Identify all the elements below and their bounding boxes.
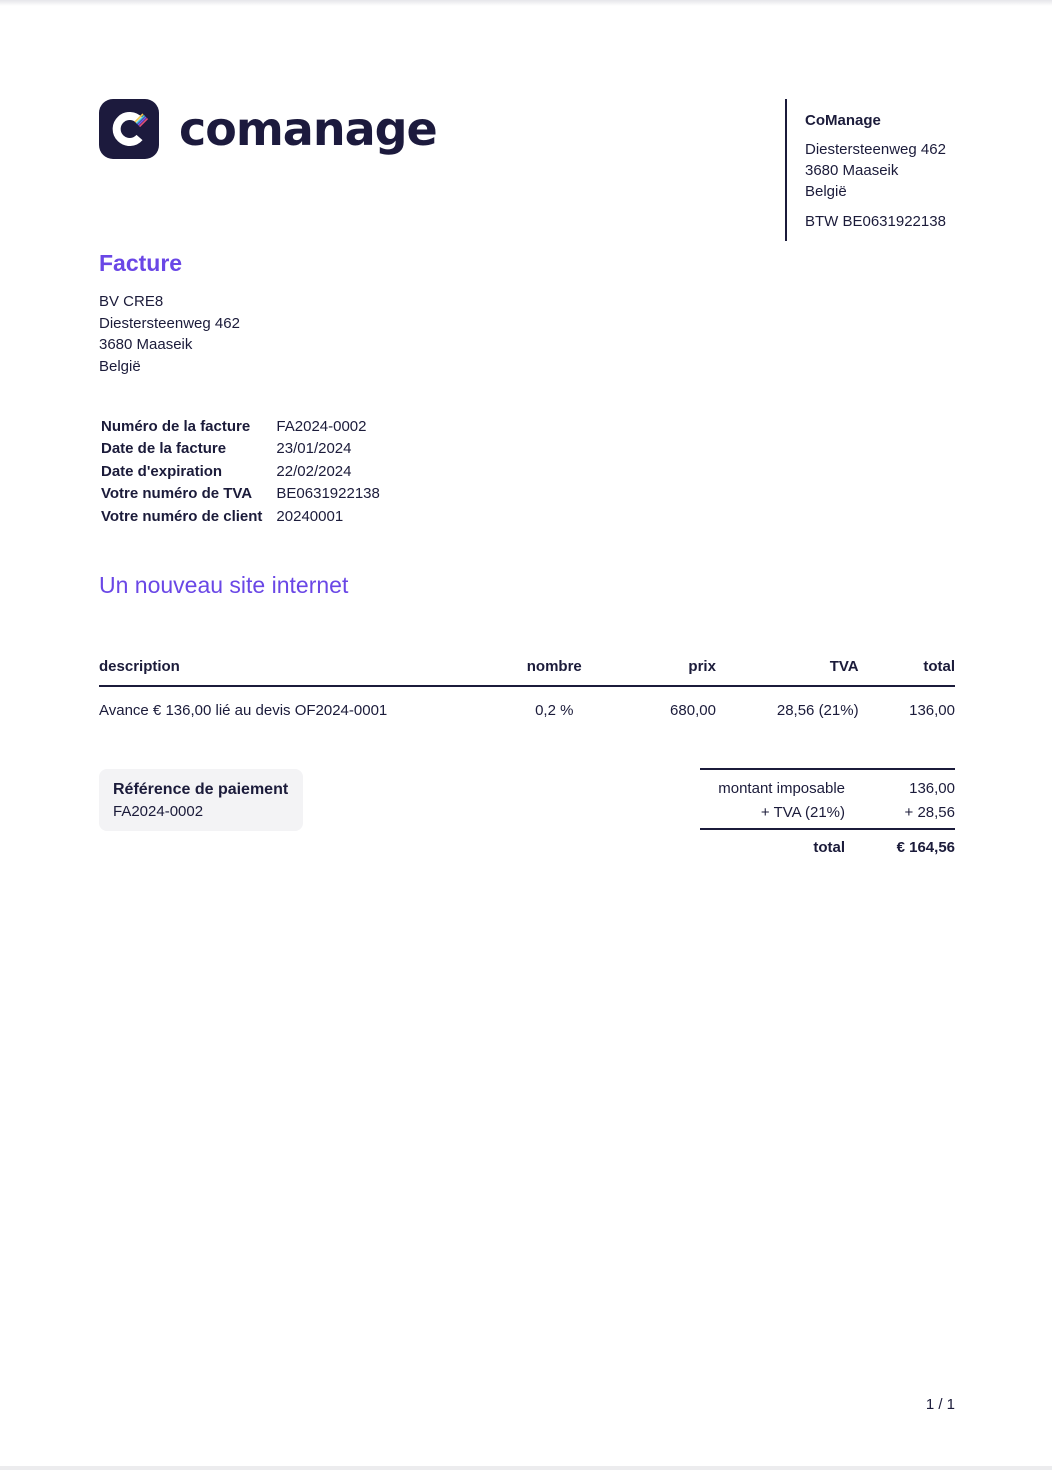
meta-row-vat-number xyxy=(99,483,382,506)
sender-name: CoManage xyxy=(805,112,881,129)
col-header-total: total xyxy=(859,658,955,686)
payment-reference-title: Référence de paiement xyxy=(113,781,289,798)
meta-value: 23/01/2024 xyxy=(276,440,352,458)
brand-wordmark: comanage xyxy=(179,102,437,156)
cell-total: 136,00 xyxy=(909,702,955,719)
meta-row-client-number xyxy=(99,505,382,528)
grand-total-label: total xyxy=(813,838,845,856)
meta-label: Date d'expiration xyxy=(101,462,223,480)
subtotals-group xyxy=(700,770,955,830)
meta-value: BE0631922138 xyxy=(276,485,380,503)
totals-block xyxy=(700,768,955,864)
grand-total-value: € 164,56 xyxy=(896,838,955,856)
page-bottom-edge xyxy=(0,1466,1052,1470)
meta-label: Date de la facture xyxy=(101,440,227,458)
cell-prix: 680,00 xyxy=(670,702,716,719)
sender-street: Diestersteenweg 462 xyxy=(805,141,946,158)
meta-label: Votre numéro de TVA xyxy=(101,485,253,503)
taxable-amount-label: montant imposable xyxy=(718,779,845,797)
col-header-prix: prix xyxy=(601,658,716,686)
page-top-shadow xyxy=(0,0,1052,6)
client-country: België xyxy=(99,357,141,375)
client-address-block xyxy=(99,291,240,377)
client-city: 3680 Maaseik xyxy=(99,336,193,353)
vat-amount-label: + TVA (21%) xyxy=(760,803,845,821)
meta-row-invoice-number xyxy=(99,415,382,438)
meta-row-invoice-date xyxy=(99,438,382,461)
col-header-nombre: nombre xyxy=(478,658,601,686)
invoice-meta-table xyxy=(99,415,382,528)
meta-value: FA2024-0002 xyxy=(276,417,367,435)
client-street: Diestersteenweg 462 xyxy=(99,314,240,332)
table-row xyxy=(99,686,955,734)
page-number: 1 / 1 xyxy=(925,1396,955,1413)
grand-total-row xyxy=(700,830,955,864)
comanage-c-logo-icon xyxy=(99,99,159,159)
brand-logo xyxy=(99,99,437,159)
col-header-description: description xyxy=(99,658,478,686)
cell-nombre: 0,2 % xyxy=(535,702,574,719)
client-name: BV CRE8 xyxy=(99,293,164,310)
taxable-amount-row xyxy=(700,776,955,800)
cell-tva: 28,56 (21%) xyxy=(776,702,859,719)
sender-country: België xyxy=(805,183,847,200)
meta-value: 20240001 xyxy=(276,507,344,525)
sender-vat: BTW BE0631922138 xyxy=(805,213,946,230)
meta-label: Numéro de la facture xyxy=(101,417,251,435)
vat-amount-row xyxy=(700,800,955,824)
meta-label: Votre numéro de client xyxy=(101,507,263,525)
taxable-amount-value: 136,00 xyxy=(909,779,955,797)
invoice-subject: Un nouveau site internet xyxy=(99,572,349,598)
cell-description: Avance € 136,00 lié au devis OF2024-0001 xyxy=(99,702,388,719)
invoice-lines-table xyxy=(99,658,955,734)
sender-city: 3680 Maaseik xyxy=(805,162,899,179)
vat-amount-value: + 28,56 xyxy=(904,803,955,821)
meta-row-expiry-date xyxy=(99,460,382,483)
lines-header-row xyxy=(99,658,955,686)
document-title: Facture xyxy=(99,250,183,276)
payment-reference-value: FA2024-0002 xyxy=(113,803,204,820)
sender-address-block xyxy=(785,99,985,241)
meta-value: 22/02/2024 xyxy=(276,462,352,480)
payment-reference-box xyxy=(99,769,303,831)
col-header-tva: TVA xyxy=(716,658,859,686)
